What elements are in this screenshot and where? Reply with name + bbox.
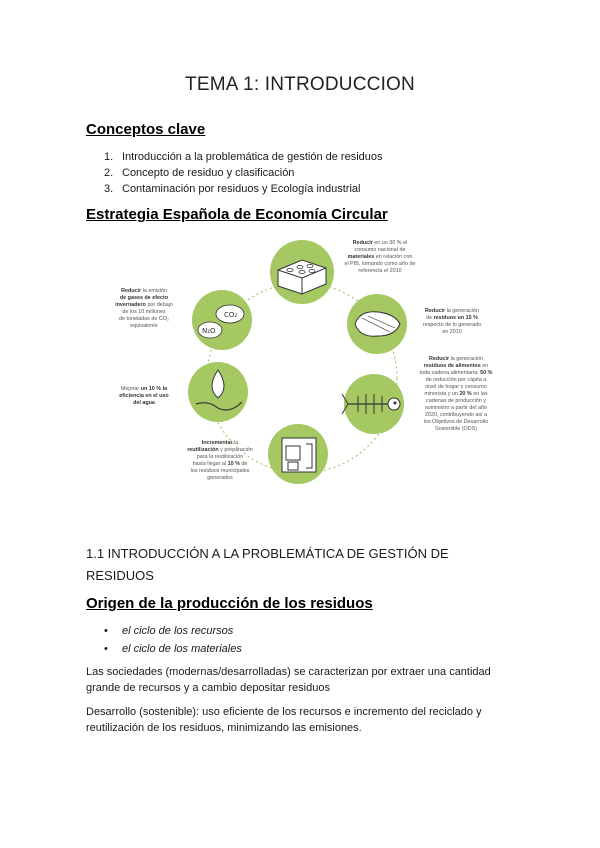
water-drop-icon	[188, 362, 248, 422]
bottle-icon	[347, 294, 407, 354]
list-item: 2. Concepto de residuo y clasificación	[104, 167, 295, 179]
caption-agua	[119, 386, 169, 406]
svg-text:referencia el 2010: referencia el 2010	[358, 268, 402, 274]
svg-text:invernadero por debajo: invernadero por debajo	[115, 302, 173, 308]
section-heading-1-1: 1.1 INTRODUCCIÓN A LA PROBLEMÁTICA DE GESTIÓN DE RESIDUOS	[86, 546, 449, 583]
svg-text:de gases de efecto: de gases de efecto	[119, 295, 169, 301]
svg-text:Incrementar la: Incrementar la	[201, 440, 239, 446]
svg-text:consumo nacional de: consumo nacional de	[354, 247, 406, 253]
caption-alimentos	[420, 356, 493, 432]
svg-text:generados: generados	[207, 475, 233, 481]
svg-text:para la reutilización: para la reutilización	[196, 454, 244, 460]
coffee-machine-icon	[268, 424, 328, 484]
caption-materiales	[344, 240, 415, 274]
svg-text:Sostenible (ODS): Sostenible (ODS)	[435, 426, 477, 432]
paragraph-sociedades: Las sociedades (modernas/desarrolladas) se caracterizan por extraer una cantidad grande de recursos y a cambio depositar residuos	[86, 666, 491, 694]
svg-text:toda cadena alimentaria: 50 %: toda cadena alimentaria: 50 %	[419, 370, 493, 376]
svg-text:de reducción per cápita a: de reducción per cápita a	[425, 377, 487, 383]
caption-gases	[115, 288, 173, 329]
origen-heading: Origen de la producción de los residuos	[86, 595, 373, 612]
gas-cloud-icon	[192, 290, 252, 350]
conceptos-list	[104, 149, 383, 197]
svg-text:minorista y un 20 % en las: minorista y un 20 % en las	[424, 391, 488, 397]
svg-text:cadenas de producción y: cadenas de producción y	[426, 398, 486, 404]
caption-residuos	[423, 308, 481, 335]
estrategia-heading: Estrategia Española de Economía Circular	[86, 206, 388, 223]
svg-text:los residuos municipales: los residuos municipales	[190, 468, 250, 474]
brick-icon	[270, 240, 334, 304]
svg-text:materiales en relación con: materiales en relación con	[347, 254, 413, 260]
svg-text:de residuos un 15 %: de residuos un 15 %	[426, 315, 478, 321]
conceptos-heading: Conceptos clave	[86, 121, 206, 138]
svg-text:residuos de alimentos en: residuos de alimentos en	[423, 363, 489, 369]
svg-text:en 2010: en 2010	[442, 329, 462, 335]
svg-text:el PIB, tomando como año de: el PIB, tomando como año de	[344, 261, 416, 267]
n2o-label: N₂O	[202, 327, 216, 335]
circular-economy-figure	[90, 232, 510, 522]
list-item: • el ciclo de los recursos	[104, 625, 234, 637]
fish-bone-icon	[342, 374, 404, 434]
list-item: 1. Introducción a la problemática de gestión de residuos	[104, 151, 383, 163]
svg-text:Reducir en un 30 % el: Reducir en un 30 % el	[352, 240, 408, 246]
svg-text:nivel de hogar y consumo: nivel de hogar y consumo	[425, 384, 487, 390]
svg-text:hasta llegar al 10 % de: hasta llegar al 10 % de	[192, 461, 248, 467]
svg-text:de los 10 millones: de los 10 millones	[122, 309, 166, 315]
svg-text:del agua: del agua	[133, 400, 155, 406]
svg-text:2020, contribuyendo así a: 2020, contribuyendo así a	[424, 412, 488, 418]
list-item: • el ciclo de los materiales	[104, 643, 242, 655]
svg-text:Reducir la emisión: Reducir la emisión	[121, 288, 167, 294]
svg-text:suministro a partir del año: suministro a partir del año	[424, 405, 488, 411]
svg-text:Reducir la generación: Reducir la generación	[425, 308, 479, 314]
paragraph-desarrollo: Desarrollo (sostenible): uso eficiente de los recursos e incremento del reciclado y reutilización de los residuos, minimizando las emisiones.	[86, 706, 482, 734]
svg-text:respecto de lo generado: respecto de lo generado	[422, 322, 482, 328]
page-title: TEMA 1: INTRODUCCION	[185, 74, 415, 95]
list-item: 3. Contaminación por residuos y Ecología industrial	[104, 183, 361, 195]
svg-text:eficiencia en el uso: eficiencia en el uso	[119, 393, 169, 399]
svg-text:los Objetivos de Desarrollo: los Objetivos de Desarrollo	[423, 419, 489, 425]
co2-label: CO₂	[224, 311, 238, 319]
svg-text:Mejorar un 10 % la: Mejorar un 10 % la	[120, 386, 168, 392]
svg-text:de toneladas de CO₂: de toneladas de CO₂	[118, 316, 170, 322]
svg-text:Reducir la generación: Reducir la generación	[429, 356, 483, 362]
svg-text:reutilización y preparación: reutilización y preparación	[187, 447, 253, 453]
origen-bullets	[104, 622, 242, 658]
svg-text:equivalente: equivalente	[130, 323, 158, 329]
caption-reutilizacion	[187, 440, 253, 481]
